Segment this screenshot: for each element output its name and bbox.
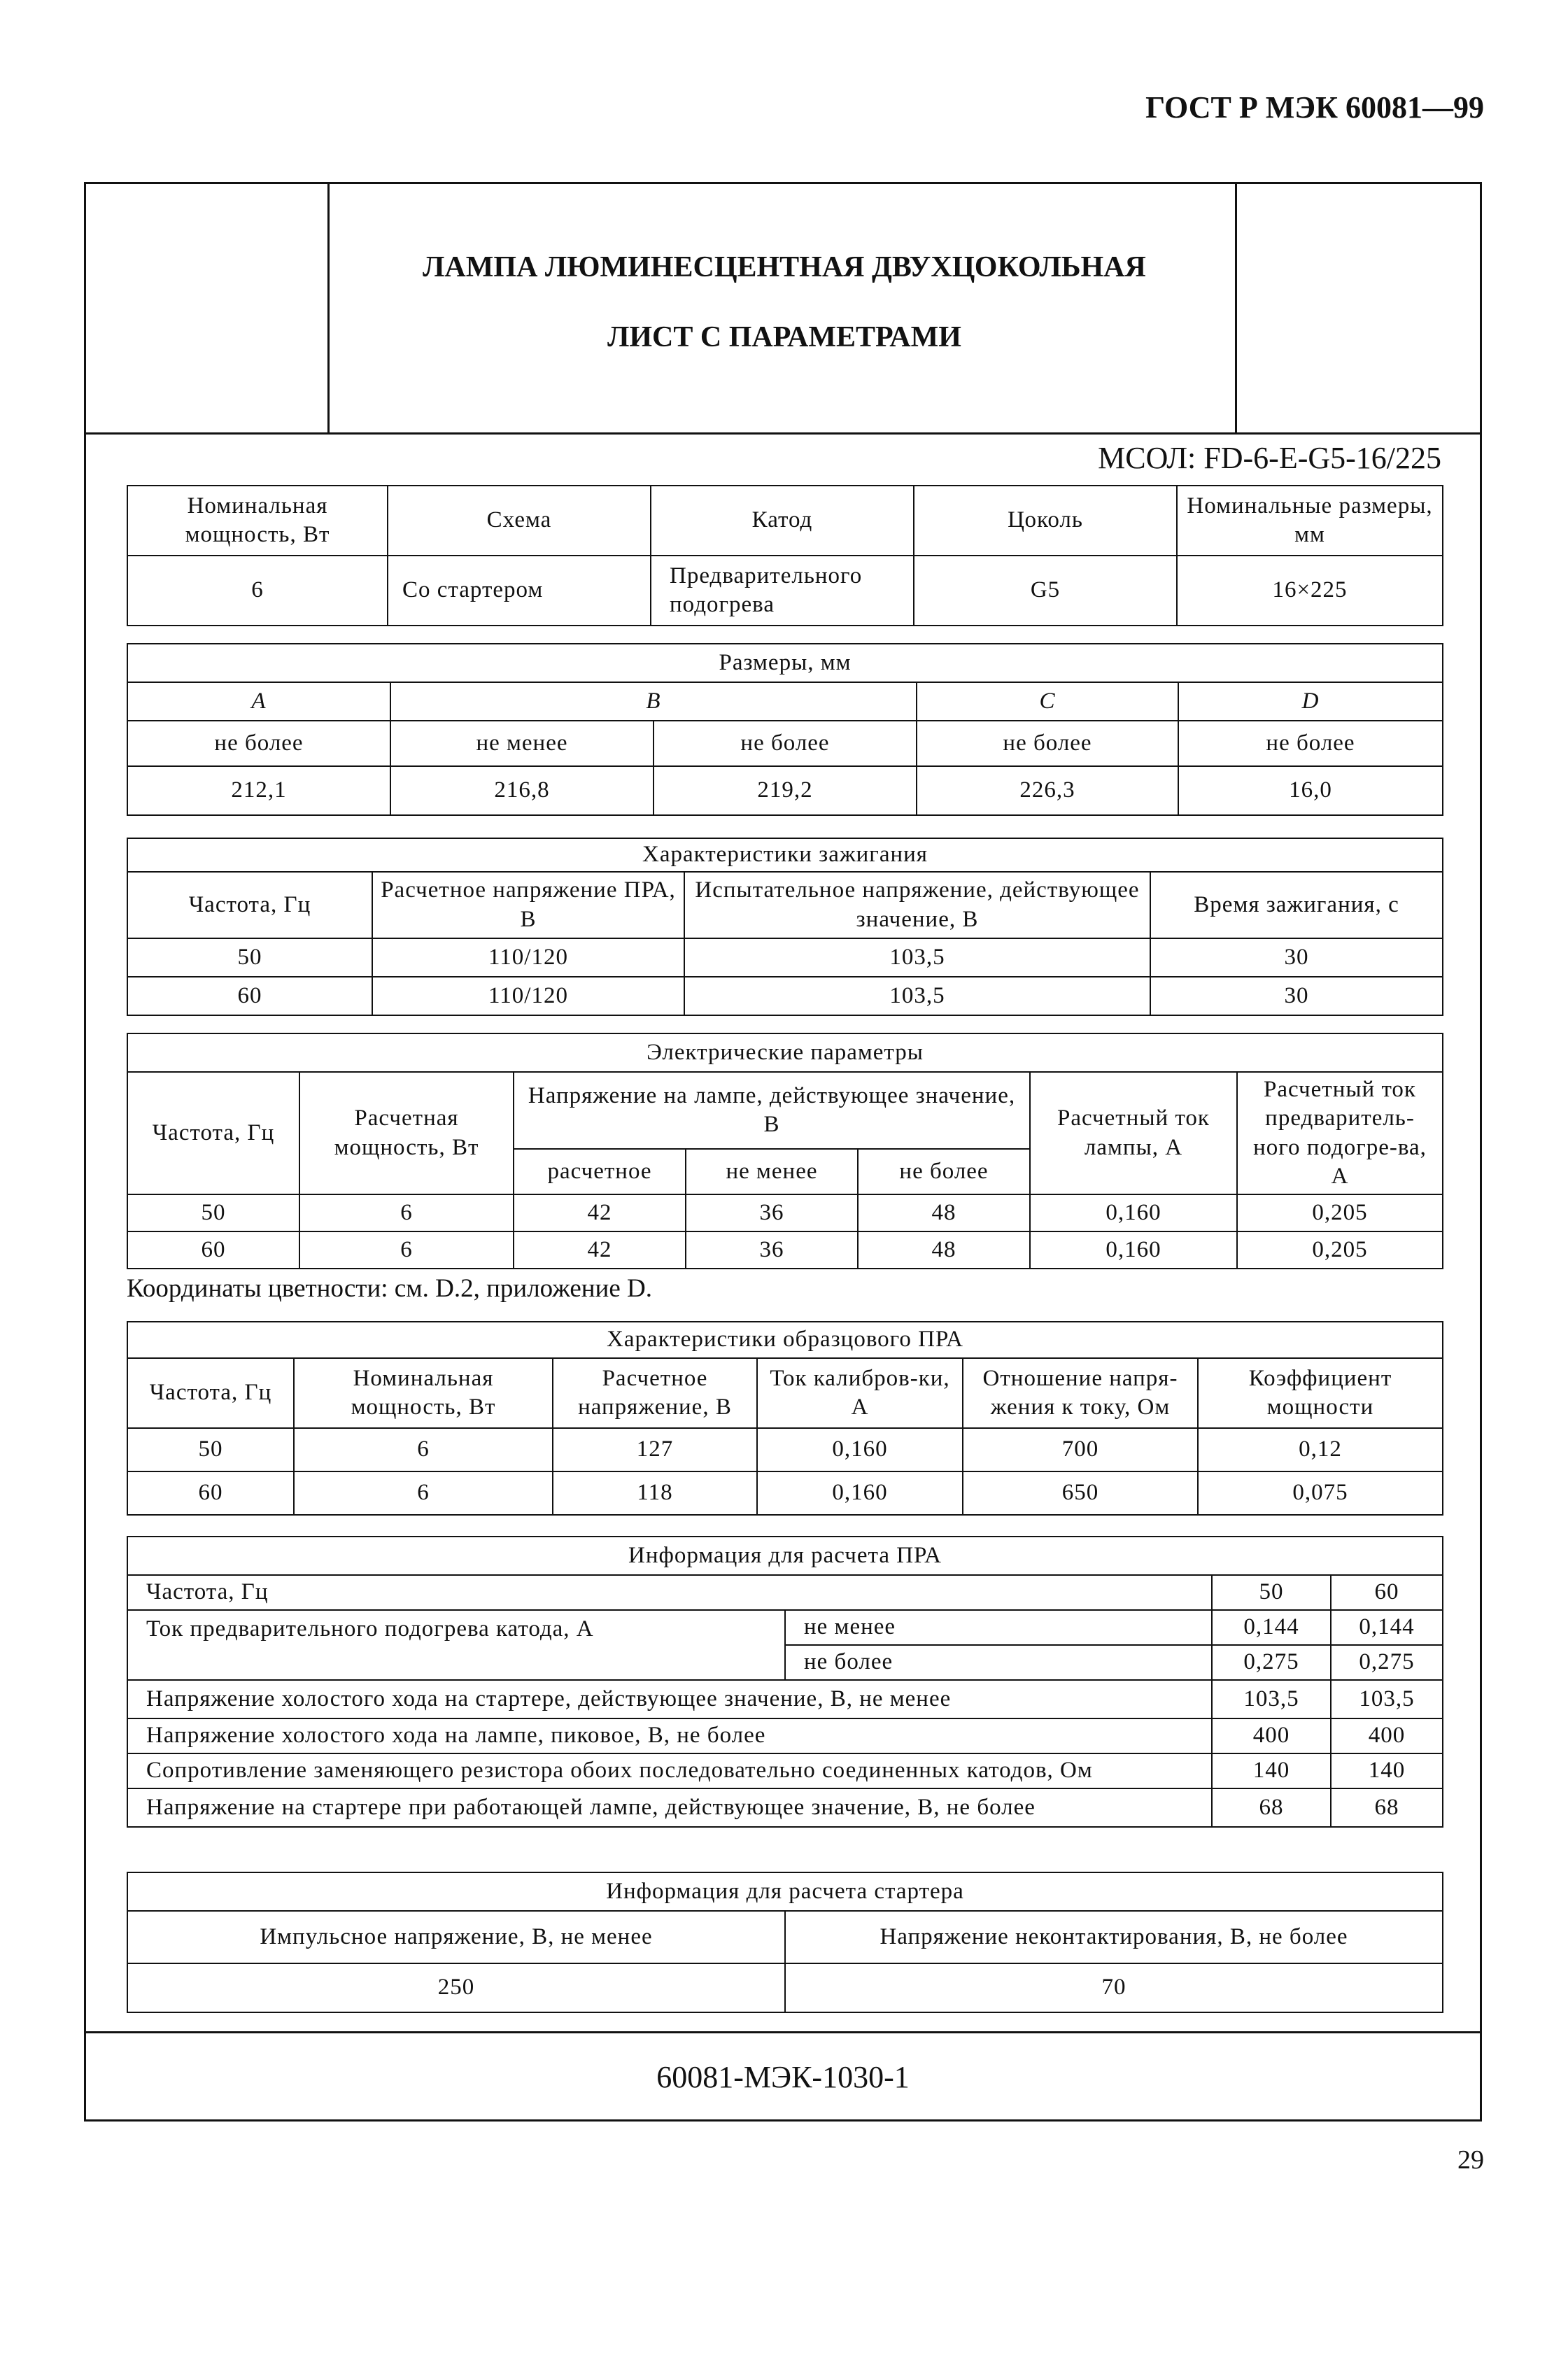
value-cell: 140 [1331,1753,1443,1788]
value-cell: 0,205 [1237,1194,1443,1231]
value-cell: 68 [1212,1788,1331,1827]
value-cell: 30 [1150,977,1443,1015]
header-cell: Номинальная мощность, Вт [294,1358,553,1428]
subheader-cell: расчетное [514,1149,686,1194]
value-cell: 36 [686,1194,858,1231]
header-cell: Ток калибров-ки, А [757,1358,963,1428]
header-cell: Расчетный ток лампы, А [1030,1072,1237,1194]
limit-cell: не менее [390,721,654,766]
limit-cell: не более [917,721,1178,766]
chromaticity-note: Координаты цветности: см. D.2, приложение D. [127,1274,653,1303]
header-cell: Схема [388,486,651,556]
value-cell: 16×225 [1177,556,1443,626]
value-cell: 216,8 [390,766,654,815]
msol-designation: МСОЛ: FD-6-E-G5-16/225 [1098,441,1441,475]
header-cell: Частота, Гц [127,1358,294,1428]
value-cell: 50 [127,1428,294,1471]
value-cell: 0,160 [757,1428,963,1471]
value-cell: 60 [127,1471,294,1515]
header-cell: Коэффициент мощности [1198,1358,1443,1428]
header-cell: Напряжение на лампе, действующее значение, В [514,1072,1030,1149]
value-cell: Предварительного подогрева [651,556,914,626]
value-cell: 48 [858,1194,1030,1231]
value-cell: 50 [127,938,372,977]
header-cell: Расчетное напряжение, В [553,1358,757,1428]
value-cell: 36 [686,1231,858,1269]
value-cell: 226,3 [917,766,1178,815]
value-cell: 0,144 [1212,1610,1331,1645]
header-cell: Частота, Гц [127,1072,299,1194]
limit-cell: не более [654,721,917,766]
header-cell: Номинальная мощность, Вт [127,486,388,556]
row-label: Напряжение холостого хода на стартере, действующее значение, В, не менее [127,1680,1212,1718]
page-number: 29 [1457,2145,1484,2175]
value-cell: 400 [1212,1718,1331,1753]
value-cell: 6 [294,1428,553,1471]
row-label: Сопротивление заменяющего резистора обоих последовательно соединенных катодов, Ом [127,1753,1212,1788]
value-cell: 0,160 [1030,1194,1237,1231]
table-title: Электрические параметры [127,1033,1443,1072]
title-block-left-cell [86,184,330,432]
header-cell: Цоколь [914,486,1177,556]
value-cell: 50 [127,1194,299,1231]
value-cell: 6 [299,1231,514,1269]
dimension-letter: B [390,682,917,721]
value-cell: 50 [1212,1575,1331,1610]
header-cell: Расчетная мощность, Вт [299,1072,514,1194]
sheet-title: ЛАМПА ЛЮМИНЕСЦЕНТНАЯ ДВУХЦОКОЛЬНАЯ [423,251,1146,283]
value-cell: 140 [1212,1753,1331,1788]
header-cell: Расчетное напряжение ПРА, В [372,872,684,938]
value-cell: 6 [299,1194,514,1231]
title-block [86,184,1480,435]
row-label: Напряжение на стартере при работающей лампе, действующее значение, В, не более [127,1788,1212,1827]
starter-info-table [127,1872,1442,2013]
ignition-table [127,838,1442,1016]
value-cell: 60 [127,1231,299,1269]
header-cell: Катод [651,486,914,556]
reference-ballast-table [127,1321,1442,1516]
value-cell: 30 [1150,938,1443,977]
table-title: Характеристики зажигания [127,838,1443,872]
value-cell: 219,2 [654,766,917,815]
value-cell: 110/120 [372,938,684,977]
header-cell: Отношение напря-жения к току, Ом [963,1358,1198,1428]
table-title: Размеры, мм [127,644,1443,682]
value-cell: 118 [553,1471,757,1515]
table-title: Информация для расчета ПРА [127,1537,1443,1575]
sheet-subtitle: ЛИСТ С ПАРАМЕТРАМИ [607,321,961,353]
value-cell: 0,075 [1198,1471,1443,1515]
header-cell: Испытательное напряжение, действующее значение, В [684,872,1150,938]
value-cell: 103,5 [1331,1680,1443,1718]
value-cell: 0,12 [1198,1428,1443,1471]
header-cell: Импульсное напряжение, В, не менее [127,1911,785,1963]
table-title: Информация для расчета стартера [127,1872,1443,1911]
document-code: ГОСТ Р МЭК 60081—99 [1145,90,1484,125]
value-cell: 0,160 [1030,1231,1237,1269]
value-cell: 68 [1331,1788,1443,1827]
value-cell: 400 [1331,1718,1443,1753]
electrical-params-table [127,1033,1442,1269]
value-cell: 48 [858,1231,1030,1269]
row-label: Частота, Гц [127,1575,1212,1610]
limit-cell: не более [1178,721,1443,766]
dimension-letter: A [127,682,390,721]
value-cell: 250 [127,1963,785,2012]
value-cell: G5 [914,556,1177,626]
dimensions-table [127,643,1442,816]
value-cell: 70 [785,1963,1443,2012]
header-cell: Номинальные размеры, мм [1177,486,1443,556]
value-cell: 103,5 [684,977,1150,1015]
sheet-frame [84,182,1482,2122]
dimension-letter: C [917,682,1178,721]
row-label: Напряжение холостого хода на лампе, пиковое, В, не более [127,1718,1212,1753]
value-cell: 110/120 [372,977,684,1015]
value-cell: 42 [514,1231,686,1269]
value-cell: 0,275 [1212,1645,1331,1680]
value-cell: 103,5 [684,938,1150,977]
value-cell: 650 [963,1471,1198,1515]
value-cell: 103,5 [1212,1680,1331,1718]
value-cell: 127 [553,1428,757,1471]
title-block-right-cell [1235,184,1480,432]
value-cell: 0,275 [1331,1645,1443,1680]
limit-cell: не более [127,721,390,766]
subheader-cell: не менее [686,1149,858,1194]
limit-label: не менее [785,1610,1212,1645]
limit-label: не более [785,1645,1212,1680]
value-cell: 60 [1331,1575,1443,1610]
value-cell: 700 [963,1428,1198,1471]
value-cell: 42 [514,1194,686,1231]
header-cell: Время зажигания, с [1150,872,1443,938]
table-title: Характеристики образцового ПРА [127,1322,1443,1358]
value-cell: 60 [127,977,372,1015]
value-cell: 212,1 [127,766,390,815]
ballast-info-table [127,1536,1442,1828]
sheet-code: 60081-МЭК-1030-1 [656,2060,910,2094]
header-cell: Расчетный ток предваритель-ного подогре-ва, А [1237,1072,1443,1194]
main-params-table [127,485,1442,626]
header-cell: Напряжение неконтактирования, В, не более [785,1911,1443,1963]
row-label: Ток предварительного подогрева катода, А [127,1610,785,1680]
subheader-cell: не более [858,1149,1030,1194]
dimension-letter: D [1178,682,1443,721]
value-cell: Со стартером [388,556,651,626]
value-cell: 0,160 [757,1471,963,1515]
value-cell: 0,144 [1331,1610,1443,1645]
value-cell: 0,205 [1237,1231,1443,1269]
value-cell: 16,0 [1178,766,1443,815]
value-cell: 6 [127,556,388,626]
value-cell: 6 [294,1471,553,1515]
footer-divider [86,2031,1480,2033]
header-cell: Частота, Гц [127,872,372,938]
